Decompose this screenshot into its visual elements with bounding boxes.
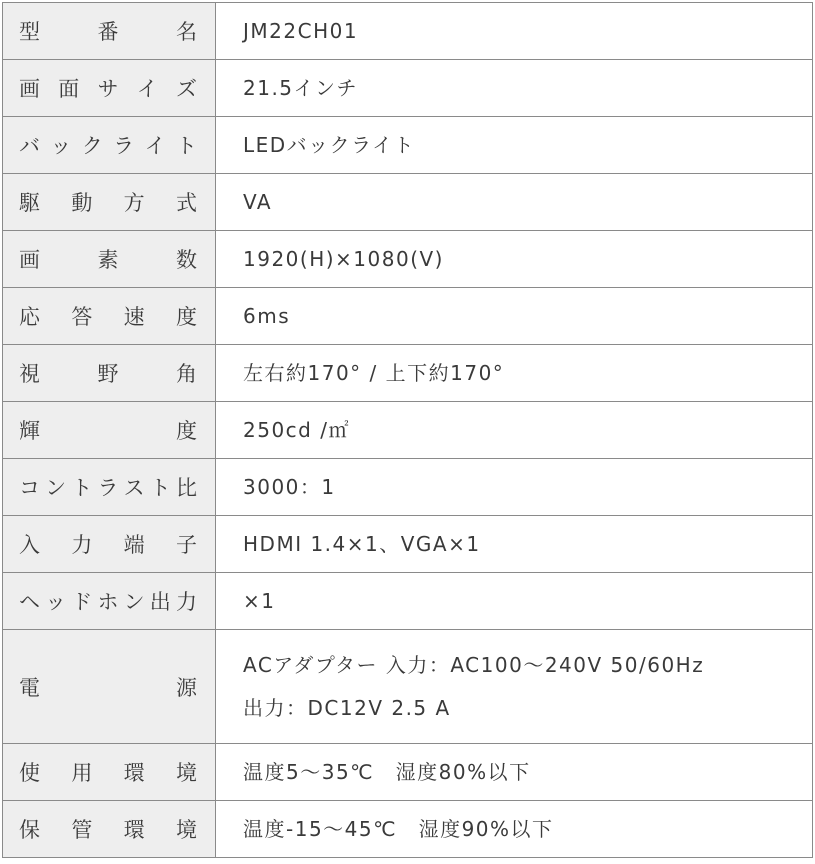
spec-row — [3, 288, 813, 345]
spec-value-line: 温度5～35℃ 湿度80%以下 — [243, 759, 531, 784]
spec-value — [216, 516, 813, 573]
spec-value-line: LEDバックライト — [243, 132, 416, 157]
spec-row — [3, 60, 813, 117]
spec-row — [3, 516, 813, 573]
spec-value — [216, 573, 813, 630]
spec-value — [216, 60, 813, 117]
spec-label-text: 駆 動 方 式 — [19, 191, 197, 215]
spec-label — [3, 345, 216, 402]
spec-label-text: バ ッ ク ラ イ ト — [19, 134, 197, 158]
spec-table — [2, 2, 813, 858]
spec-row — [3, 402, 813, 459]
spec-label — [3, 117, 216, 174]
spec-value-line: HDMI 1.4×1、VGA×1 — [243, 531, 481, 556]
spec-value — [216, 801, 813, 858]
spec-value-line: 1920(H)×1080(V) — [243, 246, 444, 271]
spec-value-line: JM22CH01 — [243, 18, 359, 43]
spec-value — [216, 402, 813, 459]
spec-value-line: ×1 — [243, 588, 276, 613]
spec-label-text: コ ン ト ラ ス ト 比 — [19, 476, 197, 500]
spec-value — [216, 744, 813, 801]
spec-row — [3, 174, 813, 231]
spec-label — [3, 288, 216, 345]
spec-label — [3, 3, 216, 60]
spec-value-line: ACアダプター 入力：AC100～240V 50/60Hz — [243, 652, 705, 677]
spec-value-line: 3000：1 — [243, 474, 336, 499]
spec-value-line: 250cd /㎡ — [243, 417, 350, 442]
spec-row — [3, 345, 813, 402]
spec-row — [3, 459, 813, 516]
spec-table-body — [3, 3, 813, 858]
spec-value-line: VA — [243, 189, 273, 214]
spec-label-text: 入 力 端 子 — [19, 533, 197, 557]
spec-value-line: 左右約170° / 上下約170° — [243, 360, 505, 385]
spec-label-text: 輝 度 — [19, 419, 197, 443]
spec-value — [216, 3, 813, 60]
spec-value-line: 温度-15～45℃ 湿度90%以下 — [243, 816, 554, 841]
spec-row — [3, 744, 813, 801]
spec-label-text: ヘ ッ ド ホ ン 出 力 — [19, 590, 197, 614]
spec-label — [3, 231, 216, 288]
spec-value — [216, 174, 813, 231]
spec-value-line: 21.5インチ — [243, 75, 359, 100]
spec-value — [216, 288, 813, 345]
spec-label-text: 画 素 数 — [19, 248, 197, 272]
spec-label — [3, 516, 216, 573]
spec-label — [3, 744, 216, 801]
spec-row — [3, 231, 813, 288]
spec-label-text: 型 番 名 — [19, 20, 197, 44]
spec-value — [216, 231, 813, 288]
spec-label — [3, 630, 216, 744]
spec-value — [216, 117, 813, 174]
spec-value — [216, 345, 813, 402]
spec-label-text: 視 野 角 — [19, 362, 197, 386]
spec-label — [3, 459, 216, 516]
spec-row — [3, 801, 813, 858]
spec-row — [3, 3, 813, 60]
spec-value — [216, 459, 813, 516]
spec-value — [216, 630, 813, 744]
spec-label-text: 使 用 環 境 — [19, 761, 197, 785]
spec-row — [3, 630, 813, 744]
spec-label — [3, 60, 216, 117]
spec-label — [3, 402, 216, 459]
spec-value-line: 出力：DC12V 2.5 A — [243, 695, 451, 720]
spec-row — [3, 117, 813, 174]
spec-label — [3, 801, 216, 858]
spec-label-text: 保 管 環 境 — [19, 818, 197, 842]
spec-label-text: 画 面 サ イ ズ — [19, 77, 197, 101]
spec-label — [3, 174, 216, 231]
spec-label — [3, 573, 216, 630]
spec-label-text: 応 答 速 度 — [19, 305, 197, 329]
spec-row — [3, 573, 813, 630]
spec-label-text: 電 源 — [19, 675, 197, 700]
spec-value-line: 6ms — [243, 303, 291, 328]
